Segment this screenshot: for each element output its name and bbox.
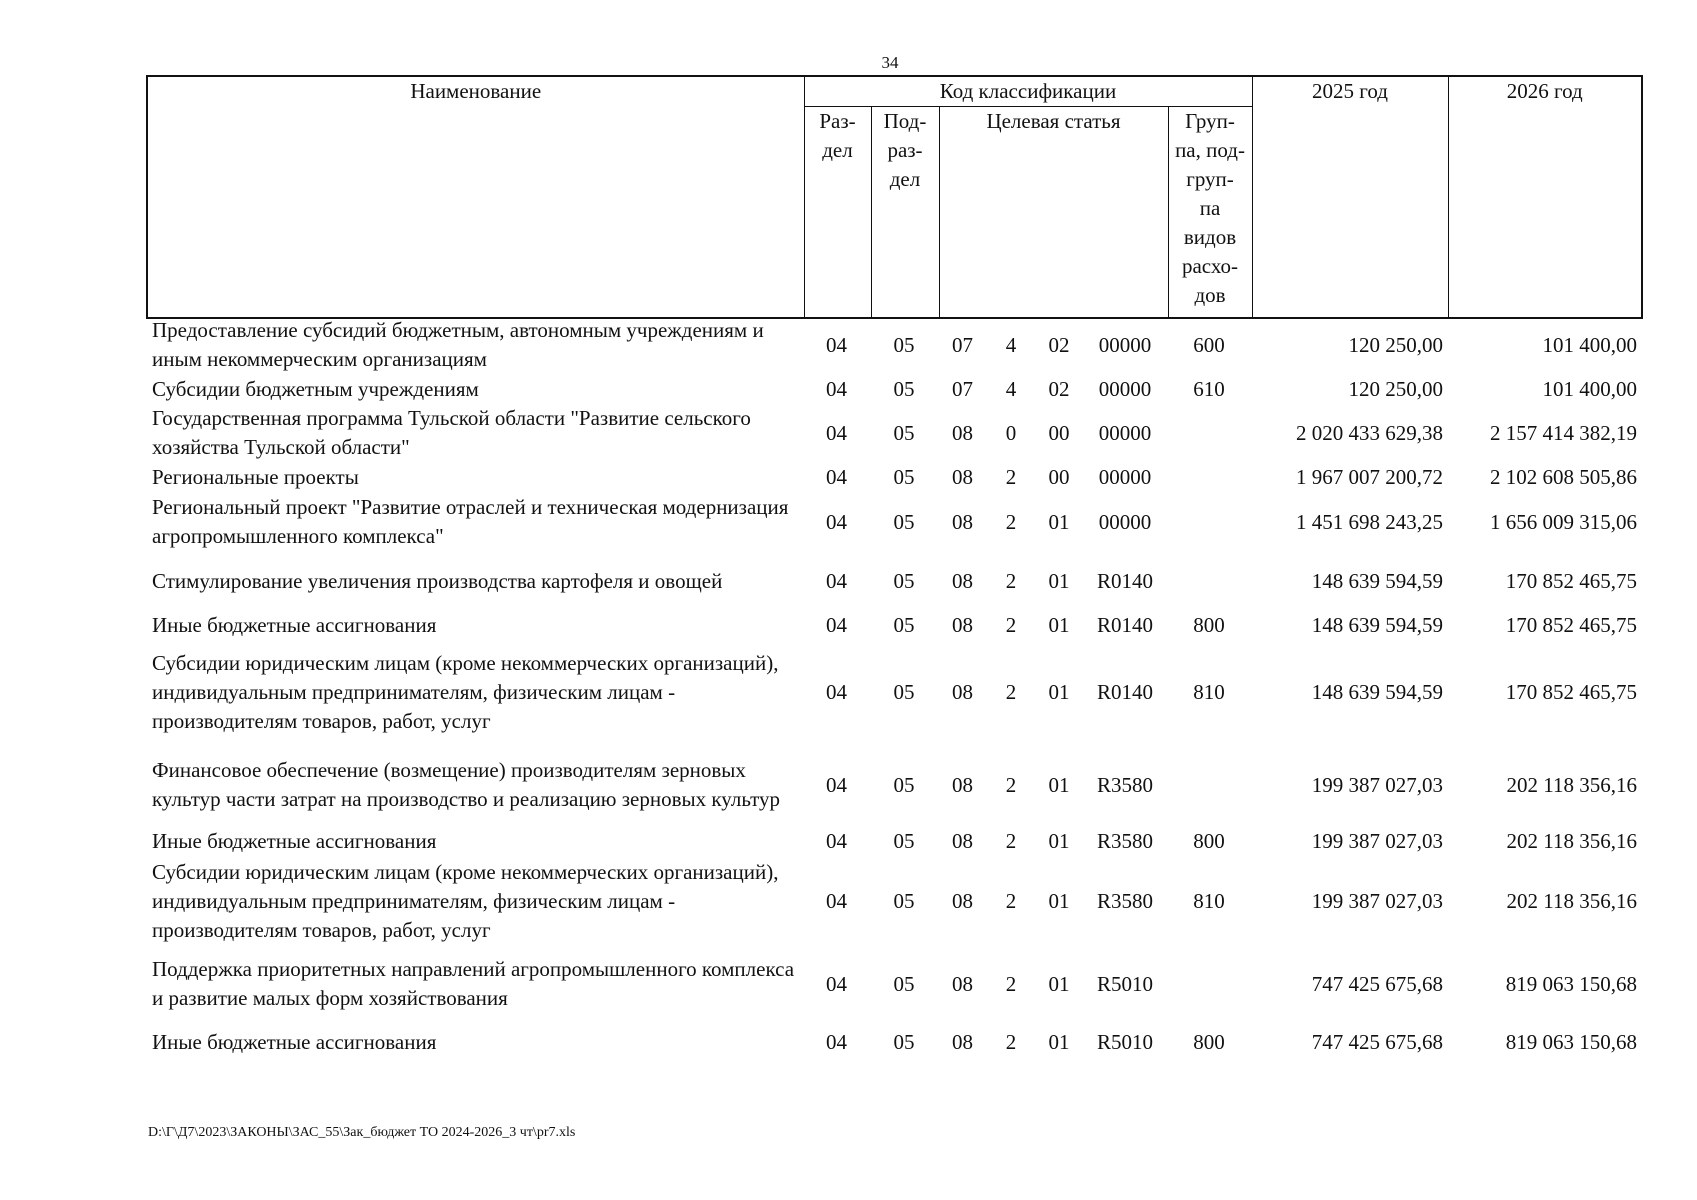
- row-expense-group: 810: [1193, 679, 1225, 704]
- row-cs-event: 01: [1048, 828, 1070, 853]
- row-expense-group: 600: [1193, 332, 1225, 357]
- row-cs-direction: 00000: [1098, 332, 1152, 357]
- row-cs-direction: R3580: [1096, 828, 1153, 853]
- table-row: [146, 640, 1641, 744]
- row-cs-direction: R5010: [1096, 971, 1153, 996]
- row-podrazdel: 05: [893, 772, 915, 797]
- row-cs-type: 2: [1005, 1029, 1017, 1054]
- row-name: Региональные проекты: [152, 464, 359, 489]
- row-name: Финансовое обеспечение (возмещение) производителям зерновых культур части затрат на производство и реализацию зерновых культур: [152, 758, 781, 811]
- row-name: Поддержка приоритетных направлений агропромышленного комплекса и развитие малых форм хозяйствования: [152, 957, 795, 1010]
- row-cs-event: 01: [1048, 612, 1070, 637]
- row-cs-event: 01: [1048, 971, 1070, 996]
- row-amount-2026: 2 102 608 505,86: [1490, 464, 1637, 489]
- row-amount-2026: 101 400,00: [1542, 332, 1637, 357]
- row-amount-2026: 170 852 465,75: [1505, 612, 1637, 637]
- row-razdel: 04: [826, 971, 847, 996]
- row-amount-2026: 170 852 465,75: [1505, 568, 1637, 593]
- table-row: [146, 462, 1641, 492]
- row-cs-event: 01: [1048, 772, 1070, 797]
- row-cs-type: 2: [1005, 828, 1017, 853]
- row-cs-event: 01: [1048, 1029, 1070, 1054]
- row-podrazdel: 05: [893, 568, 915, 593]
- row-amount-2026: 819 063 150,68: [1505, 971, 1637, 996]
- row-podrazdel: 05: [893, 1029, 915, 1054]
- page-number: 34: [881, 53, 899, 72]
- row-podrazdel: 05: [893, 828, 915, 853]
- table-row: [146, 946, 1641, 1022]
- row-name: Региональный проект "Развитие отраслей и техническая модернизация агропромышленного комплекса": [152, 495, 789, 548]
- row-cs-event: 01: [1048, 568, 1070, 593]
- row-expense-group: [1167, 492, 1251, 552]
- row-cs-program: 08: [952, 772, 973, 797]
- row-razdel: 04: [826, 376, 847, 401]
- row-expense-group: [1167, 462, 1251, 492]
- row-podrazdel: 05: [893, 888, 915, 913]
- row-cs-event: 00: [1048, 464, 1070, 489]
- header-gruppa: Груп- па, под- груп- па видов расхо- дов: [1168, 107, 1252, 318]
- row-expense-group: 800: [1193, 1029, 1225, 1054]
- row-cs-type: 4: [1005, 376, 1017, 401]
- row-cs-program: 08: [952, 1029, 973, 1054]
- header-razdel: Раз- дел: [804, 107, 871, 318]
- row-amount-2025: 148 639 594,59: [1311, 679, 1443, 704]
- row-cs-program: 07: [952, 332, 973, 357]
- row-cs-program: 08: [952, 464, 973, 489]
- row-amount-2026: 202 118 356,16: [1506, 888, 1637, 913]
- table-row: [146, 404, 1641, 462]
- row-razdel: 04: [826, 568, 847, 593]
- table-row: [146, 316, 1641, 374]
- row-cs-event: 01: [1048, 679, 1070, 704]
- row-cs-type: 2: [1005, 971, 1017, 996]
- row-razdel: 04: [826, 509, 847, 534]
- row-podrazdel: 05: [893, 420, 915, 445]
- row-razdel: 04: [826, 679, 847, 704]
- row-amount-2025: 747 425 675,68: [1311, 971, 1443, 996]
- row-expense-group: 610: [1193, 376, 1225, 401]
- row-cs-program: 08: [952, 828, 973, 853]
- row-name: Стимулирование увеличения производства картофеля и овощей: [152, 568, 723, 593]
- row-cs-program: 08: [952, 420, 973, 445]
- row-amount-2025: 199 387 027,03: [1311, 828, 1443, 853]
- row-amount-2026: 819 063 150,68: [1505, 1029, 1637, 1054]
- row-cs-direction: 00000: [1098, 509, 1152, 534]
- row-razdel: 04: [826, 772, 847, 797]
- row-amount-2025: 747 425 675,68: [1311, 1029, 1443, 1054]
- row-amount-2026: 170 852 465,75: [1505, 679, 1637, 704]
- row-amount-2025: 199 387 027,03: [1311, 772, 1443, 797]
- header-2026: 2026 год: [1448, 76, 1642, 318]
- row-amount-2026: 202 118 356,16: [1506, 828, 1637, 853]
- row-podrazdel: 05: [893, 971, 915, 996]
- row-razdel: 04: [826, 420, 847, 445]
- row-name: Иные бюджетные ассигнования: [152, 612, 437, 637]
- row-cs-program: 08: [952, 509, 973, 534]
- row-amount-2025: 148 639 594,59: [1311, 612, 1443, 637]
- row-razdel: 04: [826, 332, 847, 357]
- row-amount-2025: 2 020 433 629,38: [1296, 420, 1443, 445]
- header-podrazdel: Под- раз- дел: [871, 107, 939, 318]
- row-podrazdel: 05: [893, 332, 915, 357]
- row-cs-direction: R3580: [1096, 772, 1153, 797]
- row-cs-direction: R0140: [1096, 679, 1153, 704]
- row-name: Иные бюджетные ассигнования: [152, 1029, 437, 1054]
- row-name: Субсидии юридическим лицам (кроме некоммерческих организаций), индивидуальным предпринимателям, физическим лицам - производителям товаров, работ, услуг: [152, 859, 779, 942]
- row-cs-event: 01: [1048, 509, 1070, 534]
- row-razdel: 04: [826, 612, 847, 637]
- row-amount-2025: 1 967 007 200,72: [1296, 464, 1443, 489]
- file-path-footer: D:\Г\Д7\2023\ЗАКОНЫ\ЗАС_55\Зак_бюджет ТО 2024-2026_3 чт\pr7.xls: [148, 1125, 576, 1140]
- row-amount-2026: 202 118 356,16: [1506, 772, 1637, 797]
- row-cs-direction: 00000: [1098, 464, 1152, 489]
- row-razdel: 04: [826, 888, 847, 913]
- row-cs-event: 02: [1048, 332, 1070, 357]
- row-cs-type: 4: [1005, 332, 1017, 357]
- row-amount-2025: 1 451 698 243,25: [1296, 509, 1443, 534]
- row-podrazdel: 05: [893, 509, 915, 534]
- row-expense-group: 800: [1193, 828, 1225, 853]
- row-name: Иные бюджетные ассигнования: [152, 828, 437, 853]
- table-row: [146, 610, 1641, 640]
- row-cs-program: 08: [952, 612, 973, 637]
- row-cs-type: 2: [1005, 464, 1017, 489]
- row-cs-type: 2: [1005, 679, 1017, 704]
- table-row: [146, 374, 1641, 404]
- row-amount-2025: 120 250,00: [1348, 376, 1443, 401]
- row-cs-event: 01: [1048, 888, 1070, 913]
- header-code: Код классификации: [804, 76, 1252, 107]
- row-cs-event: 00: [1048, 420, 1070, 445]
- header-name: Наименование: [147, 76, 804, 318]
- row-cs-program: 08: [952, 568, 973, 593]
- table-row: [146, 856, 1641, 946]
- row-amount-2026: 2 157 414 382,19: [1490, 420, 1637, 445]
- header-celevaya: Целевая статья: [939, 107, 1168, 318]
- row-amount-2026: 101 400,00: [1542, 376, 1637, 401]
- row-cs-type: 2: [1005, 568, 1017, 593]
- row-cs-type: 2: [1005, 772, 1017, 797]
- row-podrazdel: 05: [893, 376, 915, 401]
- row-amount-2025: 148 639 594,59: [1311, 568, 1443, 593]
- budget-table: [146, 316, 1641, 1062]
- row-razdel: 04: [826, 828, 847, 853]
- table-row: [146, 492, 1641, 552]
- row-cs-direction: R0140: [1096, 612, 1153, 637]
- row-cs-type: 0: [1005, 420, 1017, 445]
- row-razdel: 04: [826, 1029, 847, 1054]
- row-cs-program: 08: [952, 888, 973, 913]
- row-cs-type: 2: [1005, 509, 1017, 534]
- row-cs-type: 2: [1005, 888, 1017, 913]
- row-cs-program: 08: [952, 971, 973, 996]
- row-cs-event: 02: [1048, 376, 1070, 401]
- table-header: [146, 75, 1643, 319]
- row-cs-program: 08: [952, 679, 973, 704]
- row-expense-group: [1167, 744, 1251, 826]
- row-amount-2025: 120 250,00: [1348, 332, 1443, 357]
- row-expense-group: 800: [1193, 612, 1225, 637]
- row-cs-direction: R3580: [1096, 888, 1153, 913]
- row-podrazdel: 05: [893, 464, 915, 489]
- row-name: Государственная программа Тульской области "Развитие сельского хозяйства Тульской области": [152, 406, 751, 459]
- row-podrazdel: 05: [893, 679, 915, 704]
- row-cs-direction: R5010: [1096, 1029, 1153, 1054]
- row-razdel: 04: [826, 464, 847, 489]
- row-cs-direction: R0140: [1096, 568, 1153, 593]
- table-row: [146, 552, 1641, 610]
- header-2025: 2025 год: [1252, 76, 1448, 318]
- row-expense-group: [1167, 404, 1251, 462]
- row-podrazdel: 05: [893, 612, 915, 637]
- row-amount-2025: 199 387 027,03: [1311, 888, 1443, 913]
- row-cs-type: 2: [1005, 612, 1017, 637]
- row-name: Субсидии юридическим лицам (кроме некоммерческих организаций), индивидуальным предпринимателям, физическим лицам - производителям товаров, работ, услуг: [152, 650, 779, 733]
- table-row: [146, 1022, 1641, 1062]
- row-name: Субсидии бюджетным учреждениям: [152, 376, 479, 401]
- row-expense-group: [1167, 946, 1251, 1022]
- row-expense-group: 810: [1193, 888, 1225, 913]
- row-amount-2026: 1 656 009 315,06: [1490, 509, 1637, 534]
- row-expense-group: [1167, 552, 1251, 610]
- table-row: [146, 826, 1641, 856]
- table-row: [146, 744, 1641, 826]
- row-cs-direction: 00000: [1098, 420, 1152, 445]
- row-name: Предоставление субсидий бюджетным, автономным учреждениям и иным некоммерческим организациям: [152, 318, 764, 371]
- row-cs-program: 07: [952, 376, 973, 401]
- row-cs-direction: 00000: [1098, 376, 1152, 401]
